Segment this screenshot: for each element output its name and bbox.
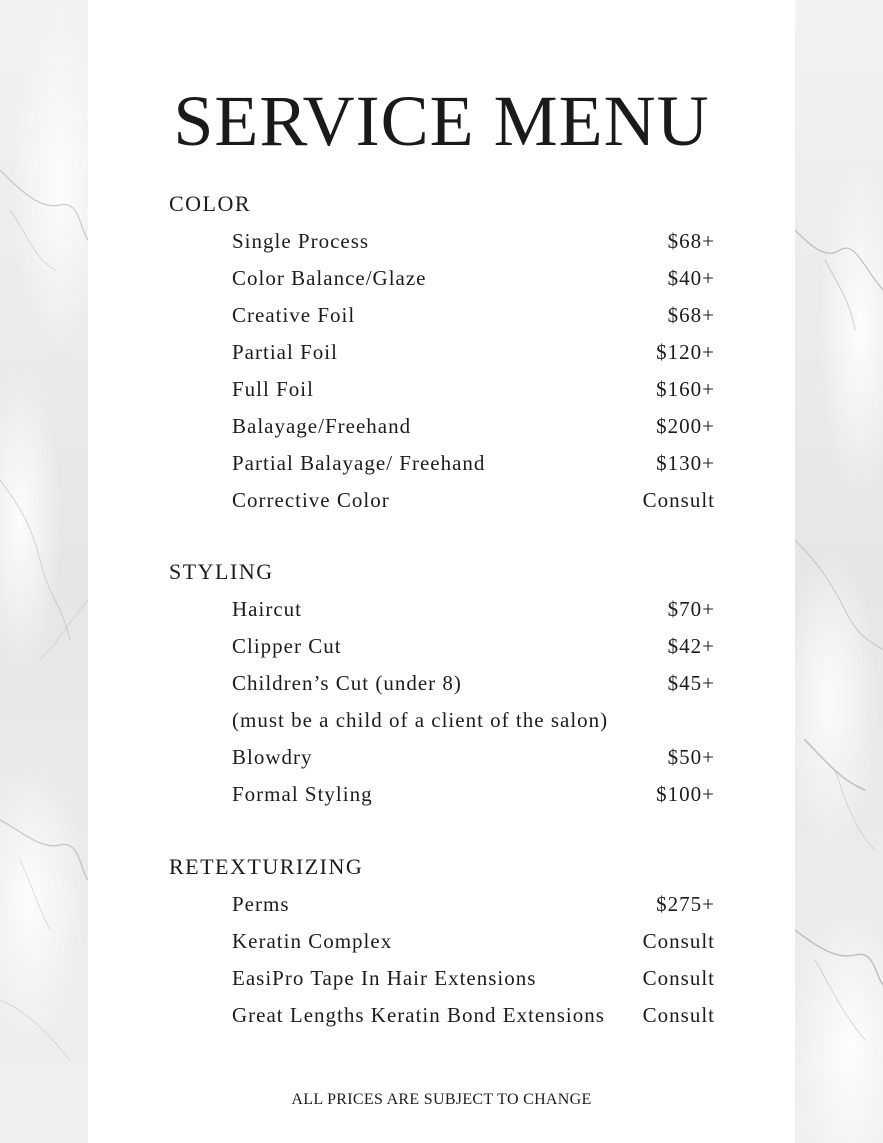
item-name: Corrective Color [232,488,390,512]
menu-item [232,450,715,487]
section-styling [169,559,715,818]
item-price: Consult [642,966,715,990]
item-name: Children’s Cut (under 8) [232,671,462,695]
item-name: Formal Styling [232,782,373,806]
menu-item [232,228,715,265]
item-price: Consult [642,929,715,953]
item-name: Color Balance/Glaze [232,266,427,290]
menu-item [232,928,715,965]
section-retexturizing [169,854,715,1039]
item-price: $40+ [667,266,715,290]
menu-item [232,744,715,781]
menu-item [232,376,715,413]
item-name: Perms [232,892,290,916]
item-price: $50+ [667,745,715,769]
item-price: $45+ [667,671,715,695]
item-name: Partial Balayage/ Freehand [232,451,486,475]
menu-item [232,891,715,928]
item-price: Consult [642,1003,715,1027]
menu-item [232,302,715,339]
item-price: $70+ [667,597,715,621]
menu-item [232,487,715,524]
item-name: Keratin Complex [232,929,393,953]
item-price: $68+ [667,229,715,253]
item-name: Haircut [232,597,302,621]
item-price: $100+ [656,782,715,806]
section-color [169,191,715,524]
item-price: $120+ [656,340,715,364]
item-price: $130+ [656,451,715,475]
menu-item [232,596,715,633]
menu-item [232,781,715,818]
menu-item [232,413,715,450]
menu-page [88,0,795,1143]
item-price: $275+ [656,892,715,916]
section-heading: COLOR [169,191,252,216]
menu-item [232,633,715,670]
item-price: Consult [642,488,715,512]
item-name: Single Process [232,229,370,253]
item-price: $68+ [667,303,715,327]
menu-item-note [232,707,715,744]
item-price: $42+ [667,634,715,658]
item-name: Full Foil [232,377,314,401]
marble-veins-left [0,0,88,1143]
item-name: Balayage/Freehand [232,414,412,438]
item-note: (must be a child of a client of the salon) [232,708,609,732]
menu-item [232,670,715,707]
item-name: Clipper Cut [232,634,342,658]
page-title: SERVICE MENU [173,81,710,161]
item-price: $160+ [656,377,715,401]
item-name: Partial Foil [232,340,338,364]
item-name: Great Lengths Keratin Bond Extensions [232,1003,605,1027]
marble-background-left [0,0,88,1143]
price-disclaimer: ALL PRICES ARE SUBJECT TO CHANGE [291,1091,592,1108]
marble-veins-right [795,0,883,1143]
menu-item [232,1002,715,1039]
menu-item [232,265,715,302]
item-name: Creative Foil [232,303,356,327]
section-heading: RETEXTURIZING [169,854,364,879]
item-price: $200+ [656,414,715,438]
item-name: Blowdry [232,745,313,769]
menu-item [232,339,715,376]
menu-item [232,965,715,1002]
section-heading: STYLING [169,559,274,584]
marble-background-right [795,0,883,1143]
item-name: EasiPro Tape In Hair Extensions [232,966,537,990]
